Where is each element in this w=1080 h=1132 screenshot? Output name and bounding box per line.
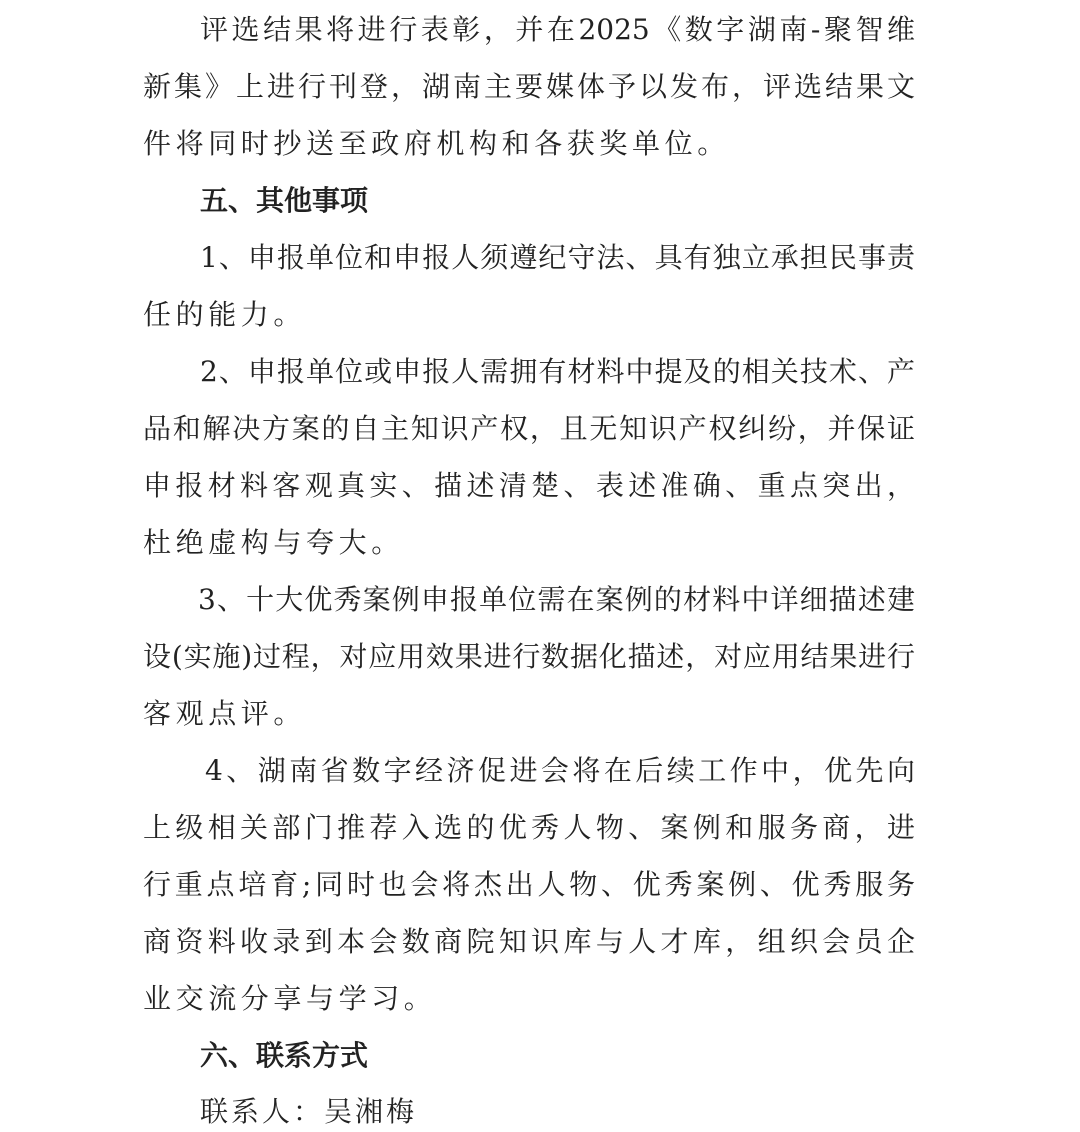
item-3-line-2: 设(实施)过程，对应用效果进行数据化描述，对应用结果进行 <box>143 640 915 673</box>
item-4-line-5: 业交流分享与学习。 <box>143 982 437 1015</box>
item-4-line-1: 4、湖南省数字经济促进会将在后续工作中，优先向 <box>205 754 915 787</box>
item-2-line-1: 2、申报单位或申报人需拥有材料中提及的相关技术、产 <box>200 355 915 388</box>
results-paragraph-line-2: 新集》上进行刊登，湖南主要媒体予以发布，评选结果文 <box>143 70 915 103</box>
item-3-line-1: 3、十大优秀案例申报单位需在案例的材料中详细描述建 <box>198 583 915 616</box>
results-paragraph-line-3: 件将同时抄送至政府机构和各获奖单位。 <box>143 127 730 160</box>
item-2-line-3: 申报材料客观真实、描述清楚、表述准确、重点突出， <box>143 469 915 502</box>
item-2-line-4: 杜绝虚构与夸大。 <box>143 526 404 559</box>
item-4-line-4: 商资料收录到本会数商院知识库与人才库，组织会员企 <box>143 925 915 958</box>
section-5-heading: 五、其他事项 <box>200 184 369 217</box>
item-4-line-3: 行重点培育;同时也会将杰出人物、优秀案例、优秀服务 <box>143 868 915 901</box>
item-1-line-2: 任的能力。 <box>143 298 307 331</box>
item-2-line-2: 品和解决方案的自主知识产权，且无知识产权纠纷，并保证 <box>143 412 915 445</box>
item-4-line-2: 上级相关部门推荐入选的优秀人物、案例和服务商，进 <box>143 811 915 844</box>
section-6-heading: 六、联系方式 <box>200 1039 369 1072</box>
item-1-line-1: 1、申报单位和申报人须遵纪守法、具有独立承担民事责 <box>200 241 915 274</box>
results-paragraph-line-1: 评选结果将进行表彰，并在2025《数字湖南-聚智维 <box>200 13 915 46</box>
item-3-line-3: 客观点评。 <box>143 697 307 730</box>
contact-person-line: 联系人：吴湘梅 <box>200 1095 418 1128</box>
